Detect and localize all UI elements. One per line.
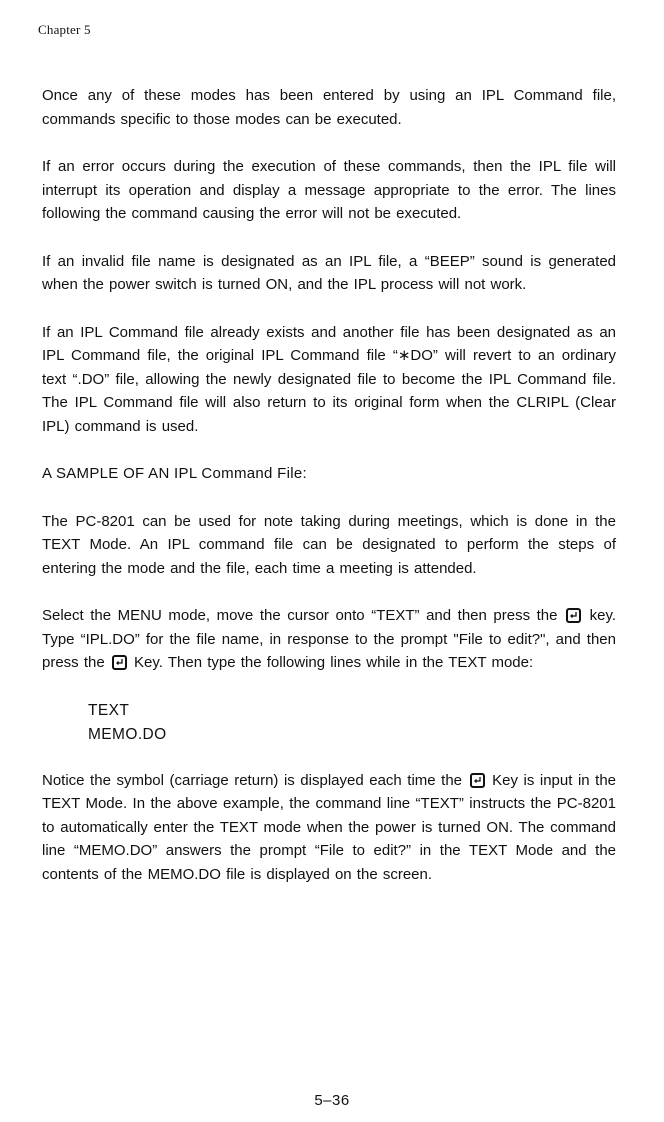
page-content xyxy=(42,84,616,910)
code-line: TEXT xyxy=(88,701,130,719)
paragraph-6-part-c: Key. Then type the following lines while in the TEXT mode: xyxy=(134,654,534,671)
code-line: MEMO.DO xyxy=(88,725,167,743)
paragraph-6-part-a: Select the MENU mode, move the cursor onto “TEXT” and then press the xyxy=(42,607,558,624)
section-heading: A SAMPLE OF AN IPL Command File: xyxy=(42,465,307,482)
code-block xyxy=(88,699,616,747)
paragraph-7-part-a: Notice the symbol (carriage return) is displayed each time the xyxy=(42,771,463,789)
paragraph-7 xyxy=(42,769,616,887)
page-number: 5–36 xyxy=(314,1092,350,1109)
paragraph-3: If an invalid file name is designated as an IPL file, a “BEEP” sound is generated when the power switch is turned ON, and the IPL process will not work. xyxy=(42,252,616,293)
chapter-header: Chapter 5 xyxy=(38,22,91,37)
paragraph-4: If an IPL Command file already exists and another file has been designated as an IPL Command file, the original IPL Command file “∗DO” will revert to an ordinary text “.DO” file, allowing the newly designated file to become the IPL Command file. The IPL Command file will also return to its original form when the CLRIPL (Clear IPL) command is used. xyxy=(42,323,616,435)
paragraph-6 xyxy=(42,604,616,675)
paragraph-5: The PC-8201 can be used for note taking during meetings, which is done in the TEXT Mode. An IPL command file can be designated to perform the steps of entering the mode and the file, each time a meeting is attended. xyxy=(42,512,616,577)
paragraph-7-part-b: Key is input in the TEXT Mode. In the above example, the command line “TEXT” instructs the PC-8201 to automatically enter the TEXT mode when the power is turned ON. The command line “MEMO.DO” answers the prompt “File to edit?” in the TEXT Mode and the contents of the MEMO.DO file is displayed on the screen. xyxy=(42,771,617,883)
return-key-icon xyxy=(112,655,127,670)
paragraph-1: Once any of these modes has been entered by using an IPL Command file, commands specific to those modes can be executed. xyxy=(42,87,616,128)
return-key-icon xyxy=(470,773,485,788)
paragraph-6-part-b: key. Type “IPL.DO” for the file name, in response to the prompt "File to edit?", and then press the xyxy=(42,607,617,671)
return-key-icon xyxy=(566,608,581,623)
paragraph-2: If an error occurs during the execution of these commands, then the IPL file will interrupt its operation and display a message appropriate to the error. The lines following the command causing the error will not be executed. xyxy=(42,158,616,222)
